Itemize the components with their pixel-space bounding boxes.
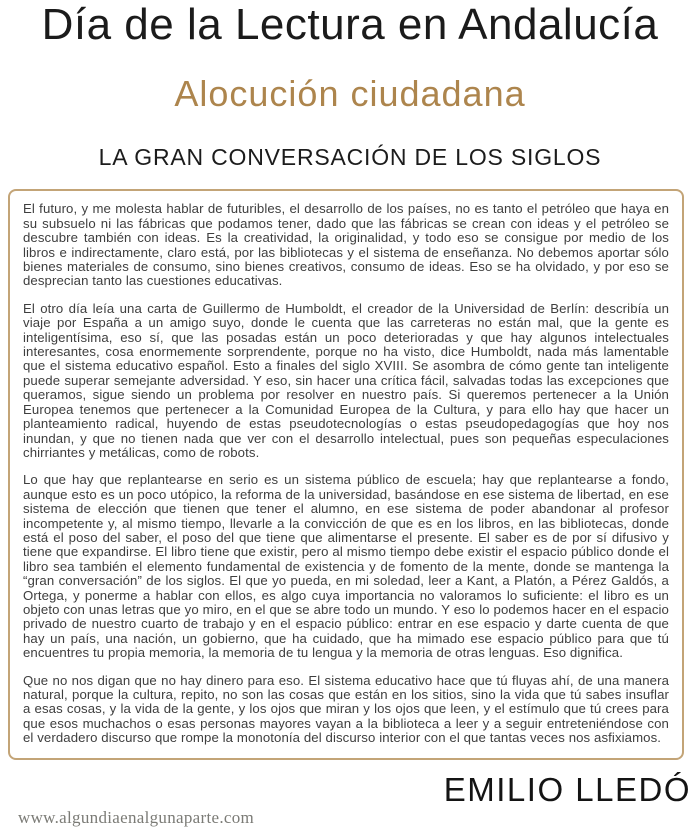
section-heading: LA GRAN CONVERSACIÓN DE LOS SIGLOS [98, 144, 602, 171]
page-subtitle: Alocución ciudadana [174, 72, 526, 114]
speech-paragraph-3: Lo que hay que replantearse en serio es un sistema público de escuela; hay que replantearse a fondo, aunque esto es un poco utópico, la reforma de la universidad, basándose en ese sistema de libertad, en ese sistema de elección que tienen que tener el alumno, en ese sistema de poder abandonar al profesor incompetente y, al mismo tiempo, llevarle a la convicción de que es en los libros, en las bibliotecas, donde está el poso del saber, el poso del que tiene que alimentarse el presente. El saber es de por sí difusivo y tiene que expandirse. El libro tiene que existir, pero al mismo tiempo debe existir el espacio público donde el libro sea también el elemento fundamental de existencia y de fomento de la mente, donde se mantenga la “gran conversación” de los siglos. El que yo pueda, en mi soledad, leer a Kant, a Platón, a Pérez Galdós, a Ortega, y ponerme a hablar con ellos, es algo cuya importancia no valoramos lo suficiente: el libro es un objeto con unas letras que yo miro, en el que se abre todo un mundo. Y eso lo podemos hacer en el espacio privado de nuestro cuarto de trabajo y en el espacio público: entrar en ese espacio y darte cuenta de que hay un país, una nación, un gobierno, que ha cuidado, que ha mimado ese espacio público para que tú encuentres tu propia memoria, la memoria de tu lengua y la memoria de otras lenguas. Eso dignifica. [23, 472, 669, 661]
author-name: EMILIO LLEDÓ [443, 771, 691, 808]
website-url: www.algundiaenalgunaparte.com [18, 808, 255, 827]
speech-paragraph-1: El futuro, y me molesta hablar de futuribles, el desarrollo de los países, no es tanto el petróleo que haya en su subsuelo ni las fábricas que podamos tener, dado que las fábricas se crean con ideas y el petróleo se descubre también con ideas. Es la creatividad, la originalidad, y todo eso se consigue por medio de los libros e indirectamente, claro está, por las bibliotecas y el sistema de enseñanza. No debemos aportar sólo bienes materiales de consumo, sino bienes creativos, consumo de ideas. Eso se ha olvidado, y por eso se desprecian tanto las cuestiones educativas. [23, 201, 669, 289]
speech-paragraph-4: Que no nos digan que no hay dinero para eso. El sistema educativo hace que tú fluyas ahí, de una manera natural, porque la cultura, repito, no son las cosas que están en los sitios, sino la vida que tú sabes insuflar a esas cosas, y la vida de la gente, y los ojos que miran y los ojos que leen, y el estímulo que tú crees para que esos muchachos o esas personas mayores vayan a la biblioteca a leer y a seguir entreteniéndose con el verdadero discurso que rompe la monotonía del discurso interior con el que tantas veces nos asfixiamos. [23, 672, 669, 746]
speech-text-box [8, 189, 684, 760]
page-title: Día de la Lectura en Andalucía [41, 0, 659, 49]
speech-paragraph-2: El otro día leía una carta de Guillermo de Humboldt, el creador de la Universidad de Berlín: describía un viaje por España a un amigo suyo, donde le cuenta que las carreteras no están mal, que la gente es inteligentísima, eso sí, que las posadas están un poco deterioradas y que hay algunos intelectuales interesantes, cosa enormemente sorprendente, porque no ha visto, dice Humboldt, nada más lamentable que el sistema educativo español. Esto a finales del siglo XVIII. Se asombra de cómo gente tan inteligente puede superar semejante adversidad. Y eso, sin hacer una crítica fácil, salvadas todas las excepciones que queramos, sigue siendo un problema por resolver en nuestro país. Si queremos pertenecer a la Unión Europea tenemos que pertenecer a la Comunidad Europea de la Cultura, y para ello hay que hacer un planteamiento radical, huyendo de estas pseudotecnologías o estas pseudopedagogías que hoy nos inundan, y que no tienen nada que ver con el desarrollo intelectual, pues son pequeñas especulaciones chirriantes y metálicas, como de robots. [23, 300, 669, 460]
